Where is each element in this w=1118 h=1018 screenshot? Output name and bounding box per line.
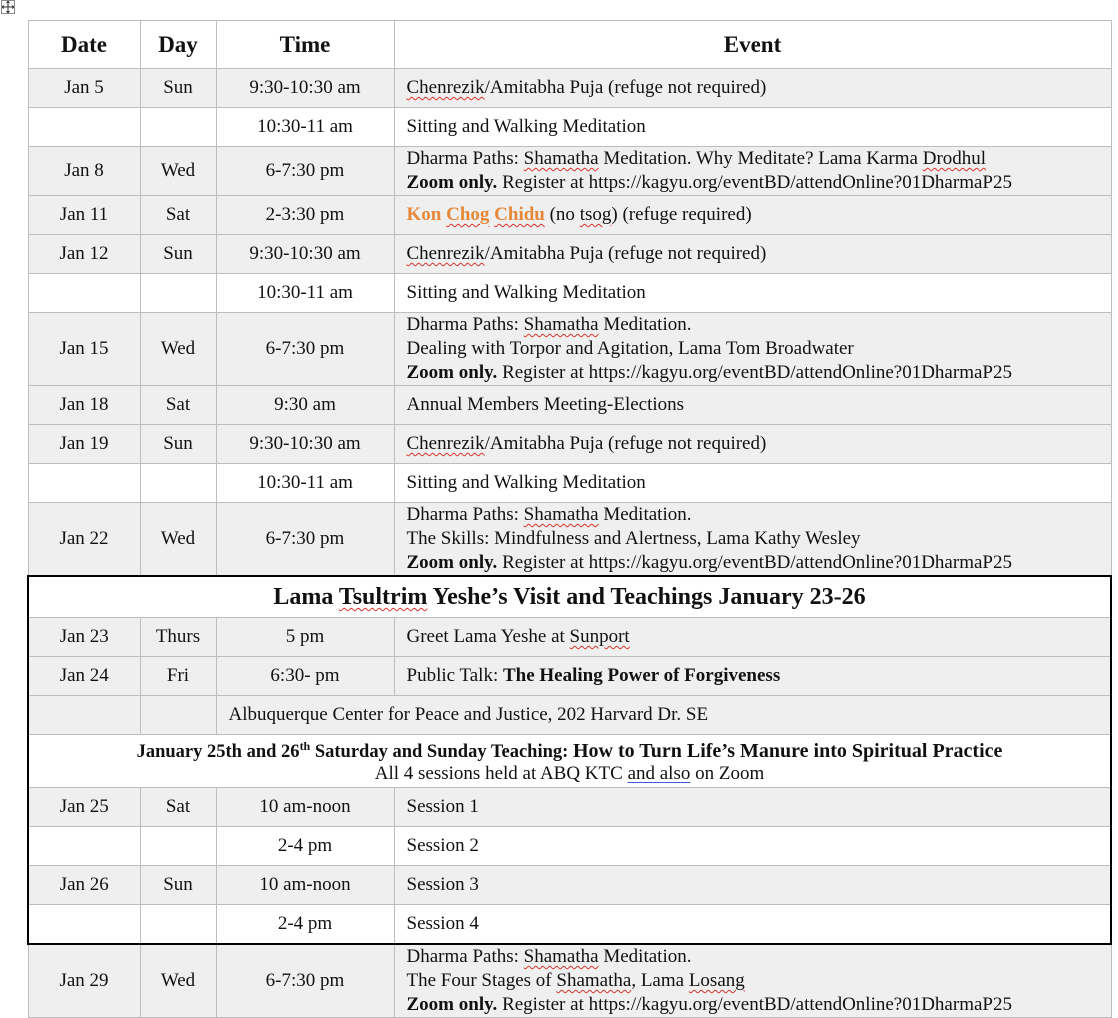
table-row	[28, 618, 1111, 657]
cell-event: Session 1	[394, 788, 1111, 827]
table-row	[28, 944, 1111, 1018]
visit-banner-title: Lama Tsultrim Yeshe’s Visit and Teachings January 23-26	[28, 576, 1111, 618]
table-move-handle-icon[interactable]	[1, 0, 15, 14]
cell-event: Session 3	[394, 866, 1111, 905]
cell-day: Sun	[140, 235, 216, 274]
cell-time: 6:30- pm	[216, 657, 394, 696]
header-time: Time	[216, 21, 394, 69]
cell-event: Chenrezik/Amitabha Puja (refuge not required)	[394, 425, 1111, 464]
cell-time: 9:30 am	[216, 386, 394, 425]
table-row	[28, 196, 1111, 235]
cell-event: Sitting and Walking Meditation	[394, 464, 1111, 503]
cell-time: 2-4 pm	[216, 905, 394, 945]
cell-date: Jan 18	[28, 386, 140, 425]
header-date: Date	[28, 21, 140, 69]
table-row	[28, 108, 1111, 147]
table-row	[28, 386, 1111, 425]
cell-venue: Albuquerque Center for Peace and Justice, 202 Harvard Dr. SE	[216, 696, 1111, 735]
cell-time: 2-4 pm	[216, 827, 394, 866]
table-row	[28, 905, 1111, 945]
cell-event: Session 2	[394, 827, 1111, 866]
cell-date: Jan 29	[28, 944, 140, 1018]
cell-day: Wed	[140, 503, 216, 577]
header-event: Event	[394, 21, 1111, 69]
table-row	[28, 69, 1111, 108]
teaching-heading-row	[28, 735, 1111, 788]
cell-time: 6-7:30 pm	[216, 147, 394, 196]
cell-event: Chenrezik/Amitabha Puja (refuge not required)	[394, 235, 1111, 274]
table-header-row	[28, 21, 1111, 69]
cell-time: 10:30-11 am	[216, 274, 394, 313]
cell-date: Jan 15	[28, 313, 140, 386]
cell-day: Sun	[140, 425, 216, 464]
cell-day: Wed	[140, 147, 216, 196]
cell-event: Sitting and Walking Meditation	[394, 108, 1111, 147]
table-row	[28, 866, 1111, 905]
cell-event: Annual Members Meeting-Elections	[394, 386, 1111, 425]
table-row	[28, 503, 1111, 577]
cell-event: Dharma Paths: Shamatha Meditation. Why Meditate? Lama Karma Drodhul Zoom only. Register at https://kagyu.org/eventBD/attendOnline?01DharmaP25	[394, 147, 1111, 196]
table-row	[28, 313, 1111, 386]
cell-time: 2-3:30 pm	[216, 196, 394, 235]
cell-date: Jan 24	[28, 657, 140, 696]
cell-time: 10 am-noon	[216, 866, 394, 905]
schedule-table-wrapper	[27, 20, 1110, 1018]
table-row	[28, 657, 1111, 696]
cell-day: Sat	[140, 386, 216, 425]
cell-event: Kon Chog Chidu (no tsog) (refuge required)	[394, 196, 1111, 235]
cell-date: Jan 12	[28, 235, 140, 274]
table-row	[28, 788, 1111, 827]
cell-time: 10 am-noon	[216, 788, 394, 827]
cell-date: Jan 19	[28, 425, 140, 464]
cell-time: 6-7:30 pm	[216, 944, 394, 1018]
cell-date: Jan 22	[28, 503, 140, 577]
cell-event: Chenrezik/Amitabha Puja (refuge not required)	[394, 69, 1111, 108]
table-row	[28, 235, 1111, 274]
table-row	[28, 827, 1111, 866]
table-row	[28, 147, 1111, 196]
cell-day: Wed	[140, 944, 216, 1018]
cell-event: Dharma Paths: Shamatha Meditation. The Skills: Mindfulness and Alertness, Lama Kathy Wesley Zoom only. Register at https://kagyu.org/eventBD/attendOnline?01DharmaP25	[394, 503, 1111, 577]
header-day: Day	[140, 21, 216, 69]
table-row	[28, 464, 1111, 503]
cell-date: Jan 25	[28, 788, 140, 827]
cell-event: Session 4	[394, 905, 1111, 945]
cell-event: Greet Lama Yeshe at Sunport	[394, 618, 1111, 657]
cell-time: 9:30-10:30 am	[216, 235, 394, 274]
cell-event: Dharma Paths: Shamatha Meditation. Dealing with Torpor and Agitation, Lama Tom Broadwater Zoom only. Register at https://kagyu.org/eventBD/attendOnline?01DharmaP25	[394, 313, 1111, 386]
cell-date: Jan 8	[28, 147, 140, 196]
table-row	[28, 274, 1111, 313]
cell-day: Sun	[140, 866, 216, 905]
cell-time: 5 pm	[216, 618, 394, 657]
cell-date: Jan 26	[28, 866, 140, 905]
cell-date: Jan 11	[28, 196, 140, 235]
cell-date: Jan 23	[28, 618, 140, 657]
table-row	[28, 696, 1111, 735]
cell-day: Sun	[140, 69, 216, 108]
cell-time: 10:30-11 am	[216, 108, 394, 147]
cell-event: Sitting and Walking Meditation	[394, 274, 1111, 313]
schedule-table	[27, 20, 1112, 1018]
cell-time: 6-7:30 pm	[216, 313, 394, 386]
cell-event: Dharma Paths: Shamatha Meditation. The Four Stages of Shamatha, Lama Losang Zoom only. Register at https://kagyu.org/eventBD/attendOnline?01DharmaP25	[394, 944, 1111, 1018]
cell-event: Public Talk: The Healing Power of Forgiveness	[394, 657, 1111, 696]
cell-day: Sat	[140, 788, 216, 827]
cell-day: Fri	[140, 657, 216, 696]
cell-time: 9:30-10:30 am	[216, 425, 394, 464]
cell-time: 10:30-11 am	[216, 464, 394, 503]
cell-day: Sat	[140, 196, 216, 235]
teaching-heading: January 25th and 26th Saturday and Sunday Teaching: How to Turn Life’s Manure into Spiritual Practice All 4 sessions held at ABQ KTC and also on Zoom	[28, 735, 1111, 788]
cell-day: Thurs	[140, 618, 216, 657]
cell-day: Wed	[140, 313, 216, 386]
visit-banner-row	[28, 576, 1111, 618]
cell-date: Jan 5	[28, 69, 140, 108]
cell-time: 9:30-10:30 am	[216, 69, 394, 108]
table-row	[28, 425, 1111, 464]
cell-time: 6-7:30 pm	[216, 503, 394, 577]
